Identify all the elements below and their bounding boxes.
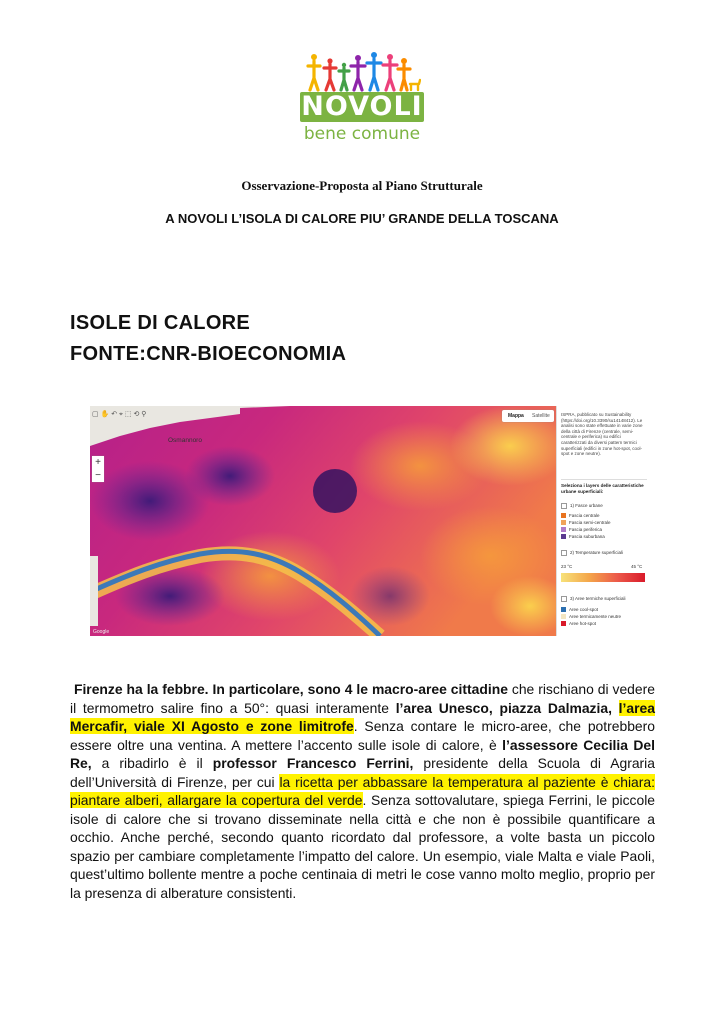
legend-area-hot: Aree hot-spot (561, 621, 596, 627)
body-lead-bold: Firenze ha la febbre. In particolare, sono 4 le macro-aree cittadine (73, 681, 508, 697)
body-bold-professor: professor Francesco Ferrini, (212, 755, 414, 771)
body-text-2: che rischiano di vedere il termometro salire fino a 50°: quasi interamente (70, 681, 655, 716)
body-highlight-mercafir: l’area Mercafir, viale XI Agosto e zone limitrofe (70, 699, 655, 734)
map-place-label: Osmannoro (168, 437, 202, 444)
map-attribution: Google (93, 629, 110, 635)
legend-layer-3[interactable]: 3) Aree termiche superficiali (561, 596, 626, 602)
zoom-in-button[interactable]: + (95, 457, 101, 468)
novoli-logo (300, 52, 425, 148)
tab-satellite[interactable]: Satellite (532, 413, 550, 419)
zoom-out-button[interactable]: − (95, 470, 101, 481)
section-heading-1: ISOLE DI CALORE (70, 312, 251, 334)
temperature-gradient-bar (561, 573, 645, 582)
legend-layer-1[interactable]: 1) Fasce urbane (561, 503, 603, 509)
legend-fascia-suburbana: Fascia suburbana (561, 534, 605, 540)
temp-max-label: 45 °C (631, 564, 643, 569)
article-body (70, 680, 655, 902)
legend-fascia-periferica: Fascia periferica (561, 527, 602, 533)
legend-heading: Seleziona i layers delle caratteristiche urbane superficiali: (561, 479, 647, 494)
legend-layer-2[interactable]: 2) Temperature superficiali (561, 550, 623, 556)
map-tools[interactable]: ▢ ✋ ↶ ⌖ ⬚ ⟲ ⚲ (92, 411, 147, 418)
map-type-tabs[interactable] (502, 410, 554, 422)
temp-min-label: 23 °C (561, 564, 573, 569)
body-bold-areas: l’area Unesco, piazza Dalmazia, (395, 699, 619, 716)
document-title: Osservazione-Proposta al Piano Strutturale (241, 178, 483, 193)
body-highlight-ricetta: la ricetta per abbassare la temperatura al paziente è chiara: piantare alberi, allargare la copertura del verde (70, 773, 655, 808)
body-text-7: a ribadirlo è il (91, 755, 213, 771)
legend-temp-range (561, 564, 647, 570)
people-silhouettes-icon (304, 52, 421, 92)
map-legend-panel (556, 406, 649, 636)
body-bold-assessore: l’assessore Cecilia Del Re, (70, 736, 655, 771)
legend-intro-text: ISPRA, pubblicato su Sustainability (https://doi.org/10.3390/su14148412). Le analisi sono state effettuate in varie zone della città di Firenze (centrale, semi-centrale e periferica) su edifici caratterizzati da diversi pattern termici superficiali (edifici in zone hot-spot, cool-spot e zone neutre). (561, 412, 643, 457)
legend-fascia-semicentrale: Fascia semi-centrale (561, 520, 611, 526)
map-zoom-control[interactable] (92, 456, 104, 482)
body-text-5: . Senza contare le micro-aree, che potrebbero essere oltre una ventina. A mettere l’accento sulle isole di calore, è (70, 718, 656, 753)
tab-map[interactable]: Mappa (508, 413, 524, 419)
logo-wordmark: NOVOLI (301, 91, 423, 122)
logo-tagline: bene comune (303, 124, 421, 144)
body-text-9: presidente della Scuola di Agraria dell’Università di Firenze, per cui (70, 755, 655, 790)
body-text-11: . Senza sottovalutare, spiega Ferrini, le piccole isole di calore che si trovano disseminate nella città e che non è possibile quantificare a occhio. Anche perché, secondo quanto ricordato dal professore, a volte basta un piccolo spazio per cambiare completamente l’impatto del calore. Un esempio, viale Malta e viale Paoli, quest’ultimo bollente mentre a poche centinaia di metri le cose vanno molto meglio, proprio per la presenza di alberature consistenti. (70, 792, 656, 901)
legend-area-cool: Aree cool-spot (561, 607, 598, 613)
legend-area-neutre: Aree termicamente neutre (561, 614, 621, 620)
document-subtitle: A NOVOLI L’ISOLA DI CALORE PIU’ GRANDE DELLA TOSCANA (165, 211, 559, 226)
legend-fascia-centrale: Fascia centrale (561, 513, 600, 519)
section-heading-2: FONTE:CNR-BIOECONOMIA (70, 343, 347, 365)
